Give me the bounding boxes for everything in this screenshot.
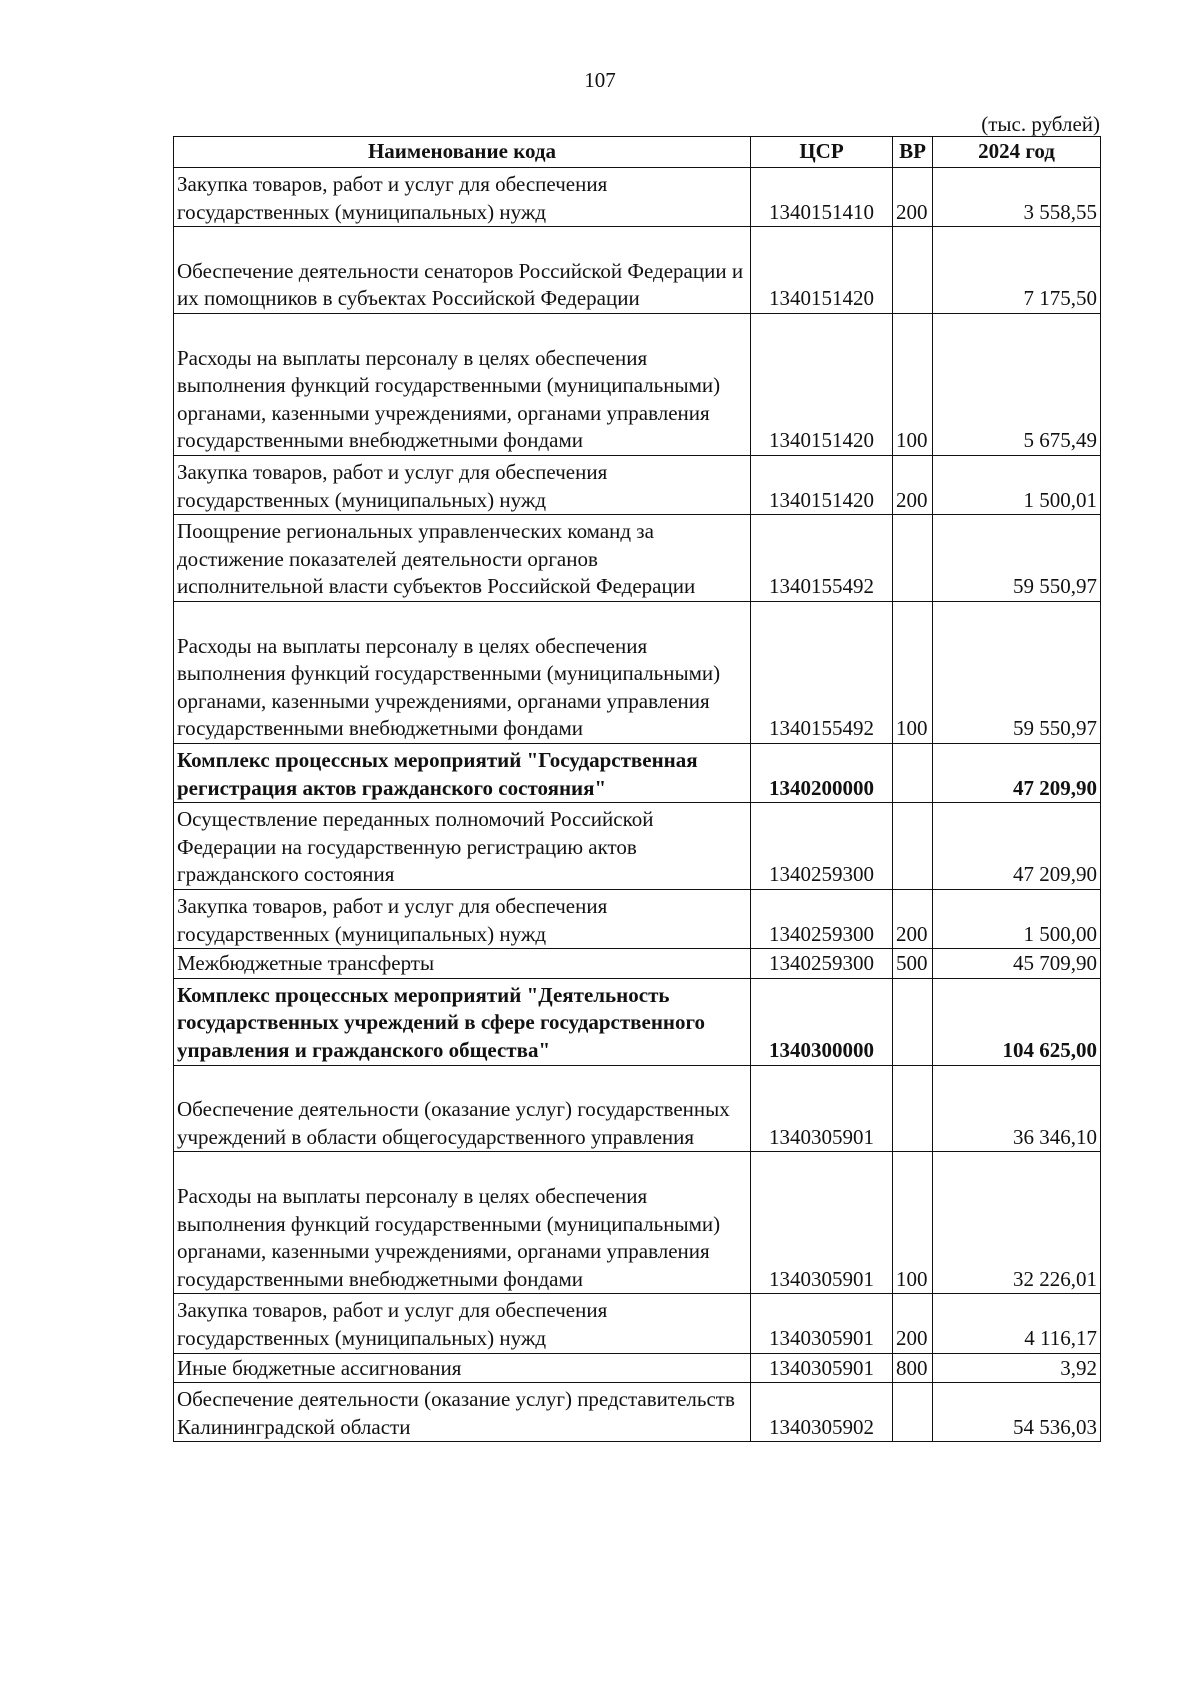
row-amount: 59 550,97 (933, 601, 1101, 743)
row-name: Закупка товаров, работ и услуг для обеспечения государственных (муниципальных) нужд (174, 168, 751, 227)
row-amount: 54 536,03 (933, 1383, 1101, 1442)
row-csr: 1340151420 (751, 227, 893, 314)
row-name: Расходы на выплаты персоналу в целях обеспечения выполнения функций государственными (муниципальными) органами, казенными учреждениями, органами управления государственными внебюджетными фондами (174, 1152, 751, 1294)
row-csr: 1340305901 (751, 1294, 893, 1353)
row-csr: 1340259300 (751, 949, 893, 979)
units-label: (тыс. рублей) (981, 112, 1100, 136)
row-amount: 104 625,00 (933, 978, 1101, 1065)
row-name: Закупка товаров, работ и услуг для обеспечения государственных (муниципальных) нужд (174, 455, 751, 514)
row-name: Расходы на выплаты персоналу в целях обеспечения выполнения функций государственными (муниципальными) органами, казенными учреждениями, органами управления государственными внебюджетными фондами (174, 313, 751, 455)
row-vr: 100 (893, 1152, 933, 1294)
row-vr (893, 743, 933, 802)
table-row (174, 1383, 1101, 1442)
row-csr: 1340155492 (751, 515, 893, 602)
row-amount: 3 558,55 (933, 168, 1101, 227)
row-vr: 200 (893, 1294, 933, 1353)
row-name: Закупка товаров, работ и услуг для обеспечения государственных (муниципальных) нужд (174, 889, 751, 948)
page-number: 107 (584, 68, 616, 92)
table-row (174, 168, 1101, 227)
row-name: Комплекс процессных мероприятий "Государственная регистрация актов гражданского состояния" (174, 743, 751, 802)
row-amount: 32 226,01 (933, 1152, 1101, 1294)
row-vr (893, 803, 933, 890)
row-vr: 100 (893, 313, 933, 455)
row-vr: 200 (893, 168, 933, 227)
header-csr: ЦСР (751, 137, 893, 168)
row-csr: 1340200000 (751, 743, 893, 802)
row-name: Комплекс процессных мероприятий "Деятельность государственных учреждений в сфере государственного управления и гражданского общества" (174, 978, 751, 1065)
row-vr (893, 978, 933, 1065)
header-name: Наименование кода (174, 137, 751, 168)
row-csr: 1340151420 (751, 313, 893, 455)
table-row (174, 313, 1101, 455)
table-row (174, 949, 1101, 979)
row-name: Межбюджетные трансферты (174, 949, 751, 979)
header-year: 2024 год (933, 137, 1101, 168)
header-vr: ВР (893, 137, 933, 168)
row-csr: 1340300000 (751, 978, 893, 1065)
row-amount: 59 550,97 (933, 515, 1101, 602)
row-csr: 1340259300 (751, 803, 893, 890)
table-row (174, 803, 1101, 890)
row-vr: 100 (893, 601, 933, 743)
table-row (174, 455, 1101, 514)
table-row (174, 1353, 1101, 1383)
row-name: Обеспечение деятельности сенаторов Российской Федерации и их помощников в субъектах Российской Федерации (174, 227, 751, 314)
row-name: Обеспечение деятельности (оказание услуг) государственных учреждений в области общегосударственного управления (174, 1065, 751, 1152)
row-csr: 1340305901 (751, 1353, 893, 1383)
row-csr: 1340151410 (751, 168, 893, 227)
row-vr (893, 227, 933, 314)
row-amount: 5 675,49 (933, 313, 1101, 455)
row-csr: 1340151420 (751, 455, 893, 514)
table-row (174, 1152, 1101, 1294)
row-vr: 500 (893, 949, 933, 979)
row-amount: 47 209,90 (933, 803, 1101, 890)
row-amount: 1 500,01 (933, 455, 1101, 514)
table-row (174, 227, 1101, 314)
row-vr (893, 1383, 933, 1442)
row-amount: 47 209,90 (933, 743, 1101, 802)
budget-table (173, 136, 1101, 1442)
row-vr: 200 (893, 455, 933, 514)
table-row (174, 743, 1101, 802)
table-row (174, 515, 1101, 602)
row-csr: 1340155492 (751, 601, 893, 743)
row-csr: 1340259300 (751, 889, 893, 948)
row-amount: 7 175,50 (933, 227, 1101, 314)
row-name: Закупка товаров, работ и услуг для обеспечения государственных (муниципальных) нужд (174, 1294, 751, 1353)
row-name: Поощрение региональных управленческих команд за достижение показателей деятельности органов исполнительной власти субъектов Российской Федерации (174, 515, 751, 602)
row-vr (893, 515, 933, 602)
table-row (174, 1065, 1101, 1152)
row-amount: 45 709,90 (933, 949, 1101, 979)
row-amount: 3,92 (933, 1353, 1101, 1383)
row-name: Осуществление переданных полномочий Российской Федерации на государственную регистрацию актов гражданского состояния (174, 803, 751, 890)
row-csr: 1340305901 (751, 1152, 893, 1294)
table-row (174, 889, 1101, 948)
row-amount: 36 346,10 (933, 1065, 1101, 1152)
row-vr: 800 (893, 1353, 933, 1383)
table-row (174, 1294, 1101, 1353)
row-name: Иные бюджетные ассигнования (174, 1353, 751, 1383)
row-amount: 4 116,17 (933, 1294, 1101, 1353)
table-row (174, 978, 1101, 1065)
row-amount: 1 500,00 (933, 889, 1101, 948)
table-header-row (174, 137, 1101, 168)
row-vr: 200 (893, 889, 933, 948)
row-csr: 1340305901 (751, 1065, 893, 1152)
row-name: Расходы на выплаты персоналу в целях обеспечения выполнения функций государственными (муниципальными) органами, казенными учреждениями, органами управления государственными внебюджетными фондами (174, 601, 751, 743)
table-row (174, 601, 1101, 743)
row-csr: 1340305902 (751, 1383, 893, 1442)
row-name: Обеспечение деятельности (оказание услуг) представительств Калининградской области (174, 1383, 751, 1442)
row-vr (893, 1065, 933, 1152)
